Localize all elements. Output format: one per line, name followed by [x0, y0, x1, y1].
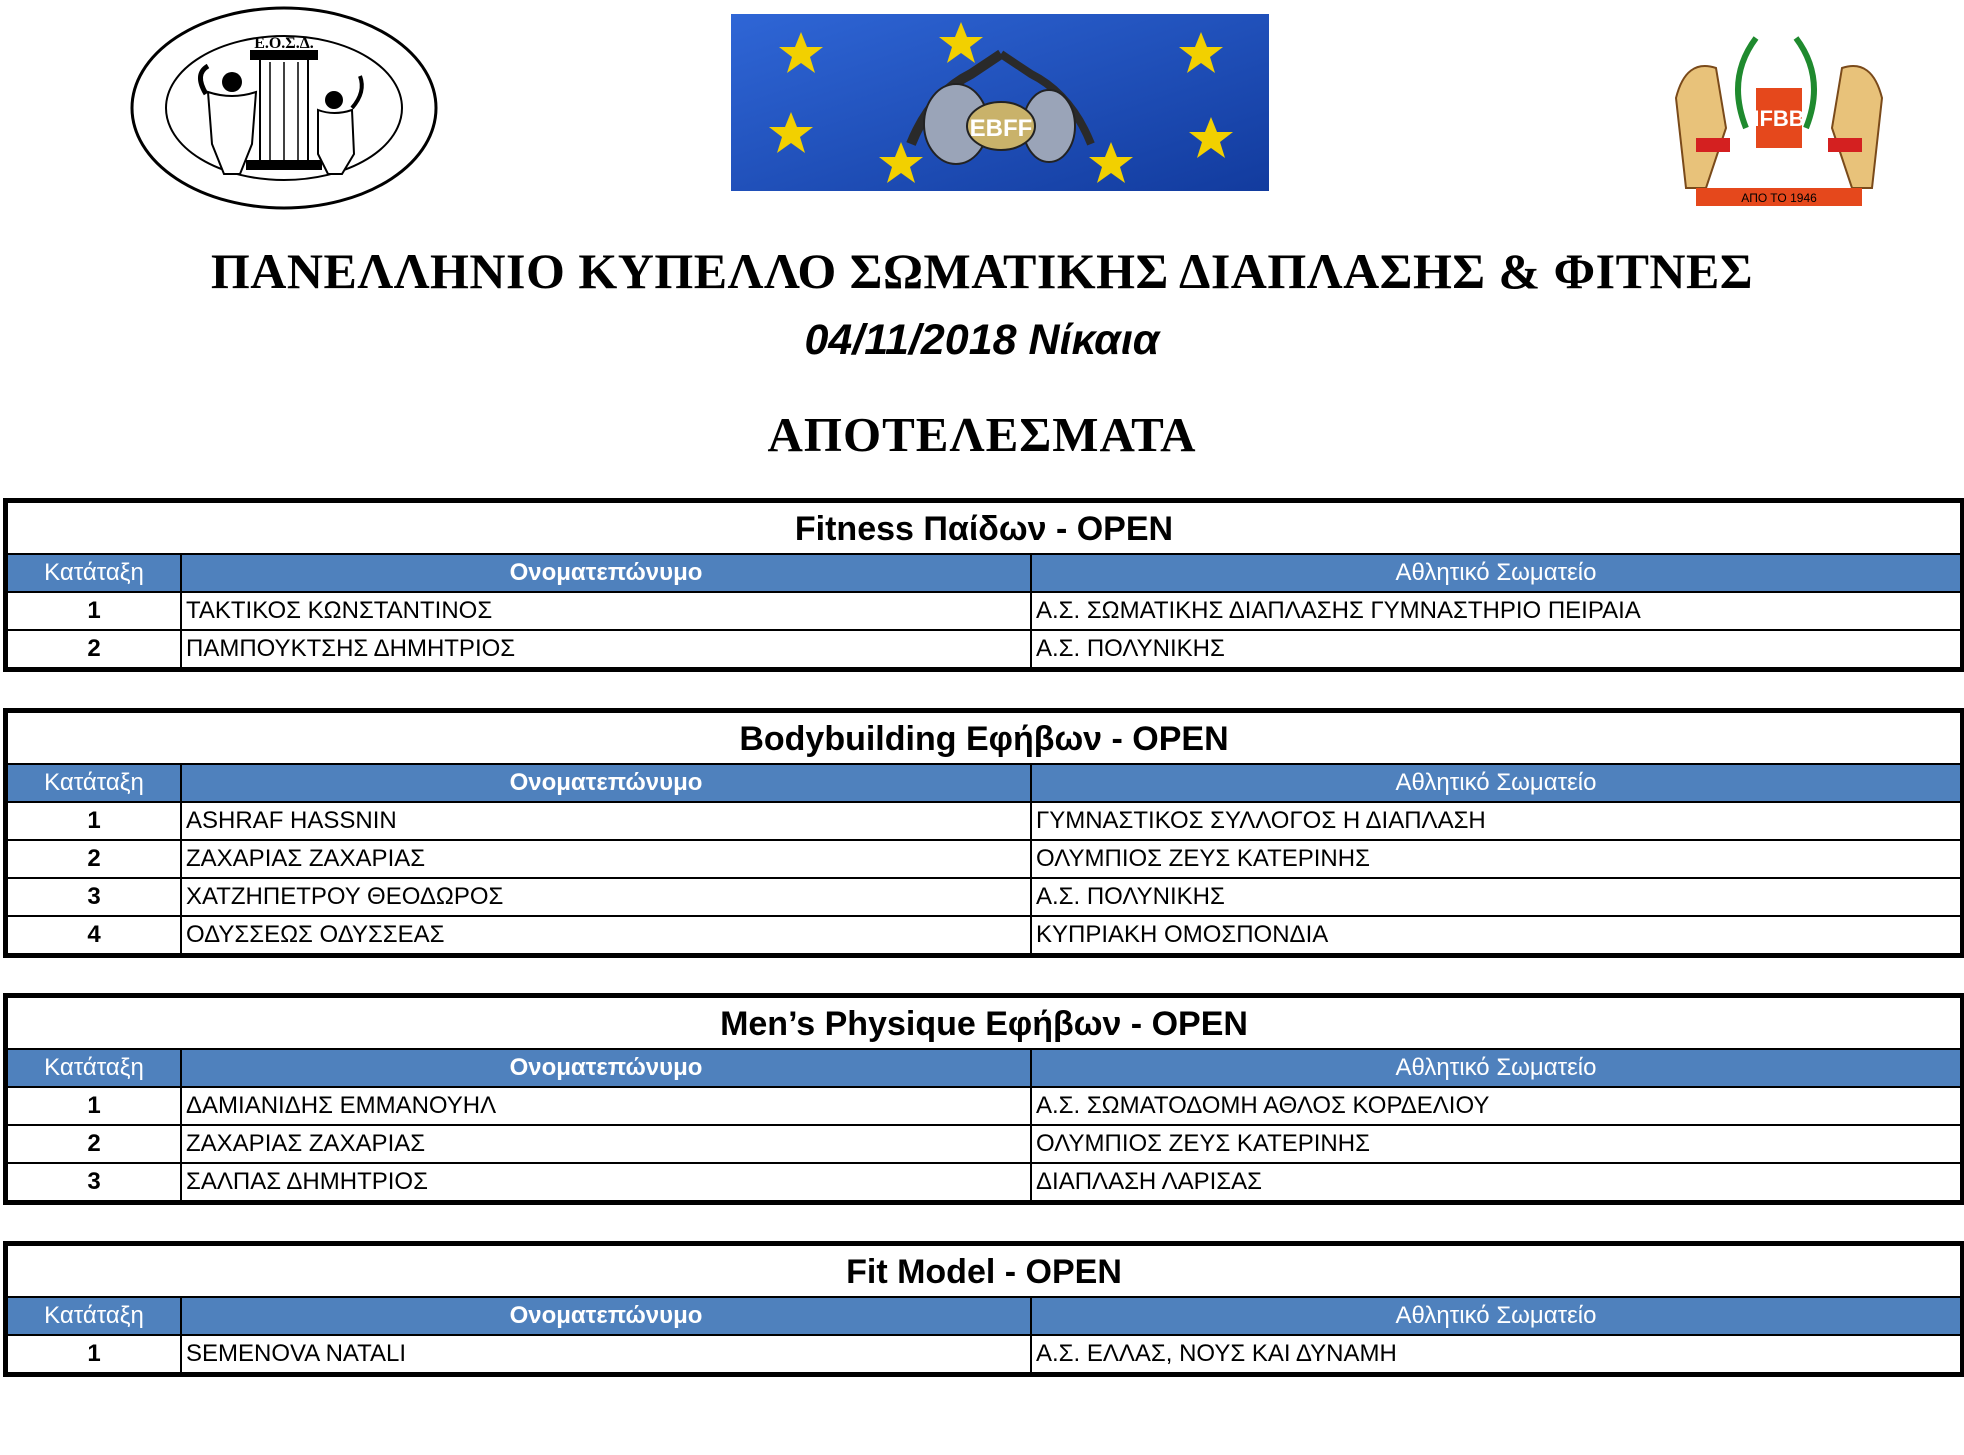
table-row: [8, 839, 1960, 877]
name-cell: SEMENOVA NATALI: [182, 1336, 1032, 1372]
table-header: [8, 1298, 1960, 1336]
rank-cell: 2: [8, 631, 182, 667]
ifbb-ribbon: ΑΠΟ ΤΟ 1946: [1741, 191, 1817, 205]
name-cell: ΖΑΧΑΡΙΑΣ ΖΑΧΑΡΙΑΣ: [182, 1126, 1032, 1162]
club-cell: ΟΛΥΜΠΙΟΣ ΖΕΥΣ ΚΑΤΕΡΙΝΗΣ: [1036, 845, 1370, 872]
ifbb-logo: [1656, 18, 1902, 214]
table-header: [8, 1050, 1960, 1088]
category-title: Bodybuilding Εφήβων - OPEN: [8, 713, 1960, 765]
club-column-header: Αθλητικό Σωματείο: [1395, 769, 1597, 796]
club-cell: Α.Σ. ΠΟΛΥΝΙΚΗΣ: [1036, 635, 1225, 662]
rank-cell: 1: [8, 593, 182, 629]
rank-cell: 2: [8, 1126, 182, 1162]
name-cell: ΠΑΜΠΟΥΚΤΣΗΣ ΔΗΜΗΤΡΙΟΣ: [182, 631, 1032, 667]
eoda-logo: [128, 4, 440, 212]
category-title: Fitness Παίδων - OPEN: [8, 503, 1960, 555]
club-cell: ΚΥΠΡΙΑΚΗ ΟΜΟΣΠΟΝΔΙΑ: [1036, 921, 1329, 948]
eoda-abbr: Ε.Ο.Σ.Δ.: [254, 35, 314, 52]
name-column-header: Ονοματεπώνυμο: [182, 765, 1032, 801]
club-column-header: Αθλητικό Σωματείο: [1395, 1302, 1597, 1329]
table-row: [8, 915, 1960, 953]
rank-cell: 2: [8, 841, 182, 877]
results-table: [3, 1241, 1964, 1377]
table-row: [8, 803, 1960, 839]
rank-cell: 3: [8, 1164, 182, 1200]
club-cell: Α.Σ. ΠΟΛΥΝΙΚΗΣ: [1036, 883, 1225, 910]
rank-cell: 1: [8, 803, 182, 839]
name-cell: ASHRAF HASSNIN: [182, 803, 1032, 839]
results-table: [3, 498, 1964, 672]
results-heading: ΑΠΟΤΕΛΕΣΜΑΤΑ: [767, 407, 1197, 462]
rank-column-header: Κατάταξη: [8, 1298, 182, 1334]
club-cell: Α.Σ. ΕΛΛΑΣ, ΝΟΥΣ ΚΑΙ ΔΥΝΑΜΗ: [1036, 1340, 1397, 1367]
name-column-header: Ονοματεπώνυμο: [182, 1050, 1032, 1086]
rank-cell: 1: [8, 1336, 182, 1372]
table-row: [8, 1124, 1960, 1162]
rank-cell: 3: [8, 879, 182, 915]
club-column-header: Αθλητικό Σωματείο: [1395, 1054, 1597, 1081]
club-cell: ΟΛΥΜΠΙΟΣ ΖΕΥΣ ΚΑΤΕΡΙΝΗΣ: [1036, 1130, 1370, 1157]
table-row: [8, 593, 1960, 629]
table-row: [8, 1162, 1960, 1200]
rank-column-header: Κατάταξη: [8, 1050, 182, 1086]
name-cell: ΔΑΜΙΑΝΙΔΗΣ ΕΜΜΑΝΟΥΗΛ: [182, 1088, 1032, 1124]
page-title: ΠΑΝΕΛΛΗΝΙΟ ΚΥΠΕΛΛΟ ΣΩΜΑΤΙΚΗΣ ΔΙΑΠΛΑΣΗΣ & ΦΙΤΝΕΣ: [210, 243, 1754, 299]
club-column-header: Αθλητικό Σωματείο: [1395, 559, 1597, 586]
category-title: Fit Model - OPEN: [8, 1246, 1960, 1298]
name-column-header: Ονοματεπώνυμο: [182, 1298, 1032, 1334]
event-date-place: 04/11/2018 Νίκαια: [804, 316, 1160, 364]
table-row: [8, 629, 1960, 667]
table-row: [8, 877, 1960, 915]
rank-column-header: Κατάταξη: [8, 765, 182, 801]
table-row: [8, 1088, 1960, 1124]
table-row: [8, 1336, 1960, 1372]
club-cell: Α.Σ. ΣΩΜΑΤΙΚΗΣ ΔΙΑΠΛΑΣΗΣ ΓΥΜΝΑΣΤΗΡΙΟ ΠΕΙΡΑΙΑ: [1036, 597, 1641, 624]
rank-column-header: Κατάταξη: [8, 555, 182, 591]
club-cell: ΓΥΜΝΑΣΤΙΚΟΣ ΣΥΛΛΟΓΟΣ Η ΔΙΑΠΛΑΣΗ: [1036, 807, 1486, 834]
results-table: [3, 708, 1964, 958]
rank-cell: 4: [8, 917, 182, 953]
name-cell: ΣΑΛΠΑΣ ΔΗΜΗΤΡΙΟΣ: [182, 1164, 1032, 1200]
name-cell: ΧΑΤΖΗΠΕΤΡΟΥ ΘΕΟΔΩΡΟΣ: [182, 879, 1032, 915]
ifbb-text: IFBB: [1753, 106, 1805, 131]
name-cell: ΤΑΚΤΙΚΟΣ ΚΩΝΣΤΑΝΤΙΝΟΣ: [182, 593, 1032, 629]
category-title: Men’s Physique Εφήβων - OPEN: [8, 998, 1960, 1050]
ebff-logo: [731, 14, 1269, 191]
rank-cell: 1: [8, 1088, 182, 1124]
table-header: [8, 555, 1960, 593]
club-cell: Α.Σ. ΣΩΜΑΤΟΔΟΜΗ ΑΘΛΟΣ ΚΟΡΔΕΛΙΟΥ: [1036, 1092, 1490, 1119]
name-cell: ΟΔΥΣΣΕΩΣ ΟΔΥΣΣΕΑΣ: [182, 917, 1032, 953]
name-cell: ΖΑΧΑΡΙΑΣ ΖΑΧΑΡΙΑΣ: [182, 841, 1032, 877]
club-cell: ΔΙΑΠΛΑΣΗ ΛΑΡΙΣΑΣ: [1036, 1168, 1262, 1195]
results-table: [3, 993, 1964, 1205]
table-header: [8, 765, 1960, 803]
ebff-text: EBFF: [969, 115, 1033, 142]
name-column-header: Ονοματεπώνυμο: [182, 555, 1032, 591]
